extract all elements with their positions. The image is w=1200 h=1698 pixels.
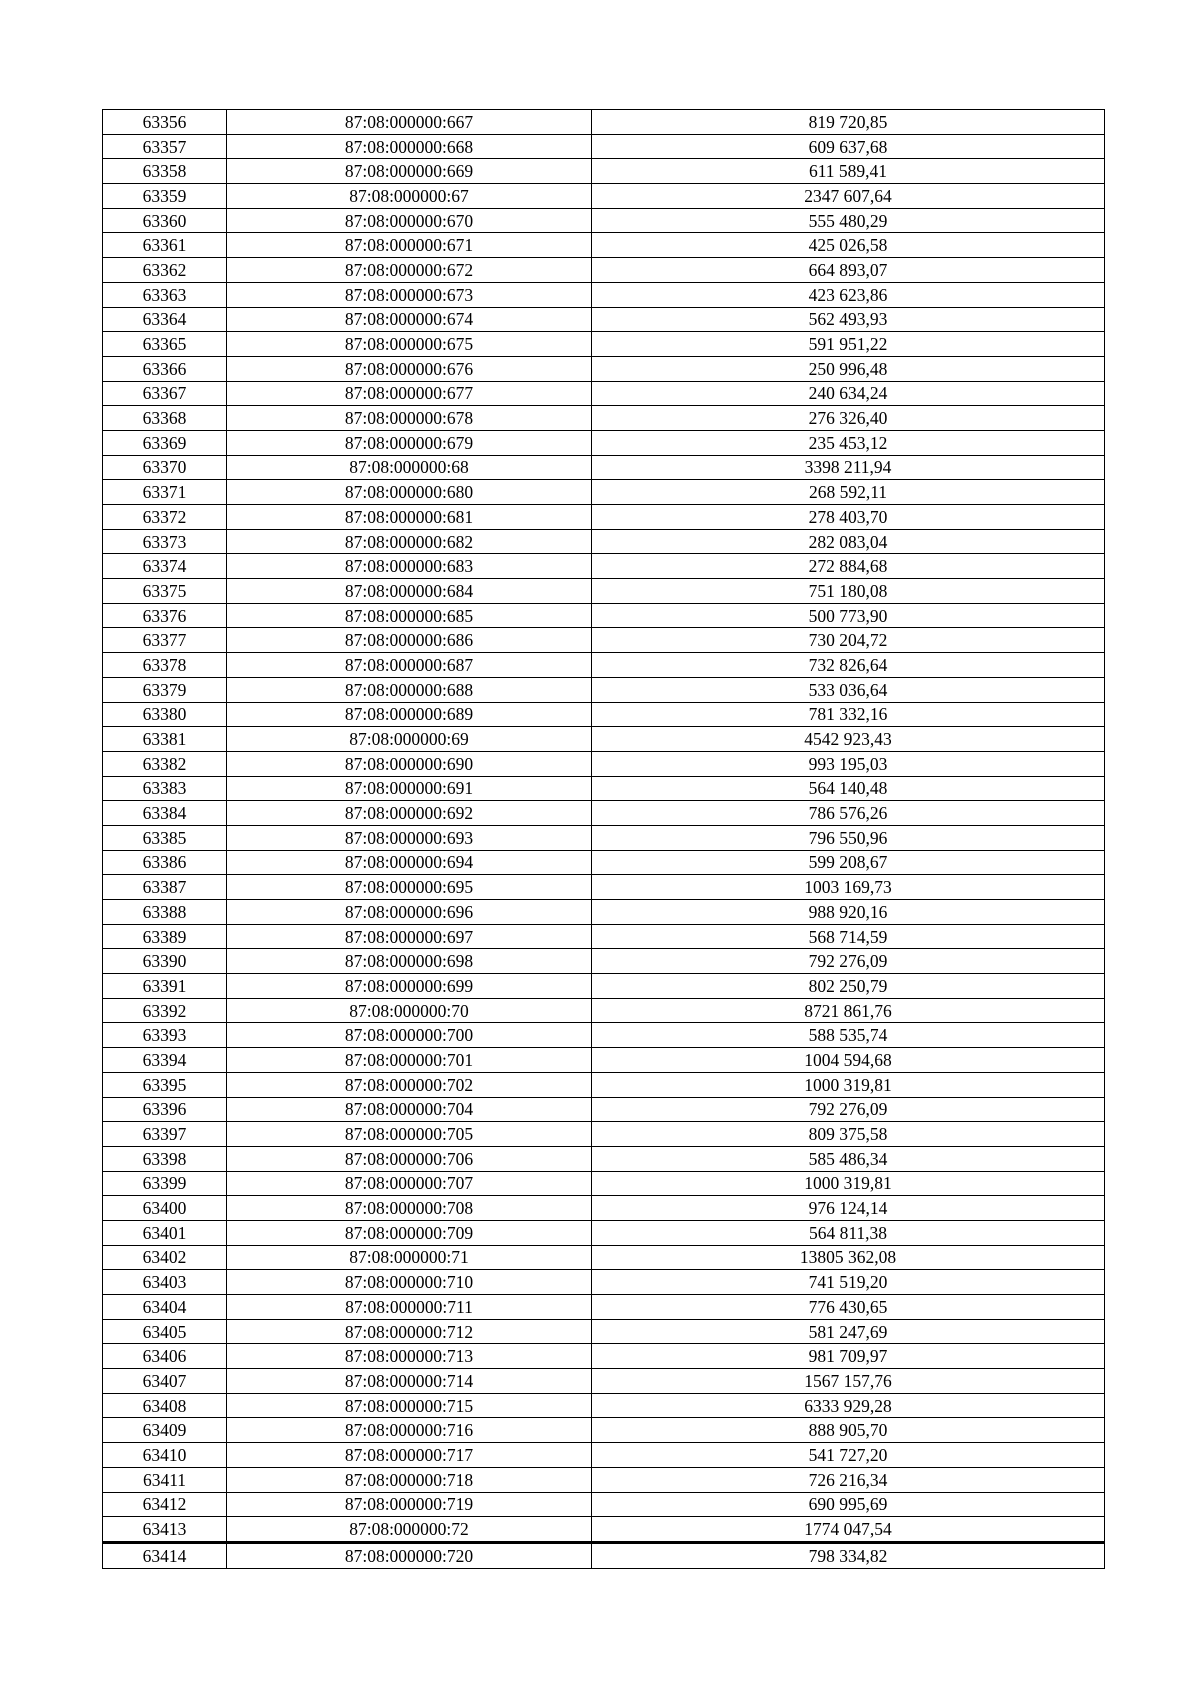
row-number-cell: 63385 <box>103 825 227 850</box>
table-row <box>103 1517 1105 1543</box>
table-row <box>103 233 1105 258</box>
table-row <box>103 677 1105 702</box>
row-number-cell: 63358 <box>103 159 227 184</box>
cadastral-number-cell: 87:08:000000:698 <box>227 949 592 974</box>
table-row <box>103 653 1105 678</box>
row-number-cell: 63395 <box>103 1072 227 1097</box>
cadastral-value-cell: 278 403,70 <box>592 505 1105 530</box>
cadastral-value-cell: 802 250,79 <box>592 974 1105 999</box>
row-number-cell: 63379 <box>103 677 227 702</box>
cadastral-value-cell: 1004 594,68 <box>592 1048 1105 1073</box>
cadastral-number-cell: 87:08:000000:696 <box>227 900 592 925</box>
cadastral-value-cell: 235 453,12 <box>592 430 1105 455</box>
cadastral-number-cell: 87:08:000000:693 <box>227 825 592 850</box>
cadastral-number-cell: 87:08:000000:685 <box>227 603 592 628</box>
cadastral-number-cell: 87:08:000000:714 <box>227 1369 592 1394</box>
table-row <box>103 924 1105 949</box>
cadastral-number-cell: 87:08:000000:672 <box>227 258 592 283</box>
cadastral-number-cell: 87:08:000000:679 <box>227 430 592 455</box>
cadastral-value-cell: 781 332,16 <box>592 702 1105 727</box>
row-number-cell: 63357 <box>103 134 227 159</box>
table-row <box>103 1196 1105 1221</box>
table-row <box>103 381 1105 406</box>
cadastral-number-cell: 87:08:000000:709 <box>227 1220 592 1245</box>
row-number-cell: 63356 <box>103 110 227 135</box>
cadastral-value-cell: 564 140,48 <box>592 776 1105 801</box>
cadastral-number-cell: 87:08:000000:702 <box>227 1072 592 1097</box>
table-row <box>103 282 1105 307</box>
cadastral-number-cell: 87:08:000000:676 <box>227 356 592 381</box>
row-number-cell: 63389 <box>103 924 227 949</box>
row-number-cell: 63384 <box>103 801 227 826</box>
row-number-cell: 63407 <box>103 1369 227 1394</box>
cadastral-number-cell: 87:08:000000:68 <box>227 455 592 480</box>
cadastral-number-cell: 87:08:000000:718 <box>227 1467 592 1492</box>
row-number-cell: 63406 <box>103 1344 227 1369</box>
cadastral-value-cell: 792 276,09 <box>592 1097 1105 1122</box>
cadastral-value-cell: 792 276,09 <box>592 949 1105 974</box>
cadastral-value-cell: 591 951,22 <box>592 332 1105 357</box>
cadastral-number-cell: 87:08:000000:72 <box>227 1517 592 1543</box>
cadastral-value-cell: 2347 607,64 <box>592 184 1105 209</box>
cadastral-value-cell: 564 811,38 <box>592 1220 1105 1245</box>
cadastral-value-cell: 272 884,68 <box>592 554 1105 579</box>
table-row <box>103 307 1105 332</box>
row-number-cell: 63392 <box>103 998 227 1023</box>
table-row <box>103 1023 1105 1048</box>
cadastral-number-cell: 87:08:000000:705 <box>227 1122 592 1147</box>
cadastral-value-cell: 13805 362,08 <box>592 1245 1105 1270</box>
table-row <box>103 579 1105 604</box>
table-row <box>103 603 1105 628</box>
cadastral-value-cell: 1774 047,54 <box>592 1517 1105 1543</box>
table-row <box>103 1270 1105 1295</box>
row-number-cell: 63377 <box>103 628 227 653</box>
cadastral-value-cell: 562 493,93 <box>592 307 1105 332</box>
cadastral-value-cell: 533 036,64 <box>592 677 1105 702</box>
row-number-cell: 63400 <box>103 1196 227 1221</box>
cadastral-value-cell: 423 623,86 <box>592 282 1105 307</box>
cadastral-value-cell: 282 083,04 <box>592 529 1105 554</box>
row-number-cell: 63380 <box>103 702 227 727</box>
table-row <box>103 184 1105 209</box>
row-number-cell: 63363 <box>103 282 227 307</box>
cadastral-value-cell: 1000 319,81 <box>592 1072 1105 1097</box>
cadastral-value-cell: 751 180,08 <box>592 579 1105 604</box>
cadastral-value-cell: 981 709,97 <box>592 1344 1105 1369</box>
cadastral-value-cell: 555 480,29 <box>592 208 1105 233</box>
cadastral-number-cell: 87:08:000000:70 <box>227 998 592 1023</box>
cadastral-number-cell: 87:08:000000:715 <box>227 1393 592 1418</box>
cadastral-value-cell: 988 920,16 <box>592 900 1105 925</box>
cadastral-number-cell: 87:08:000000:700 <box>227 1023 592 1048</box>
cadastral-value-cell: 786 576,26 <box>592 801 1105 826</box>
table-row <box>103 801 1105 826</box>
row-number-cell: 63382 <box>103 751 227 776</box>
row-number-cell: 63366 <box>103 356 227 381</box>
table-row <box>103 1245 1105 1270</box>
table-row <box>103 1146 1105 1171</box>
row-number-cell: 63364 <box>103 307 227 332</box>
cadastral-value-cell: 809 375,58 <box>592 1122 1105 1147</box>
table-row <box>103 1393 1105 1418</box>
table-row <box>103 1048 1105 1073</box>
cadastral-value-cell: 581 247,69 <box>592 1319 1105 1344</box>
table-row <box>103 1072 1105 1097</box>
cadastral-number-cell: 87:08:000000:712 <box>227 1319 592 1344</box>
cadastral-value-cell: 588 535,74 <box>592 1023 1105 1048</box>
cadastral-value-cell: 819 720,85 <box>592 110 1105 135</box>
row-number-cell: 63396 <box>103 1097 227 1122</box>
row-number-cell: 63369 <box>103 430 227 455</box>
cadastral-value-cell: 732 826,64 <box>592 653 1105 678</box>
cadastral-value-cell: 976 124,14 <box>592 1196 1105 1221</box>
cadastral-value-cell: 690 995,69 <box>592 1492 1105 1517</box>
table-row <box>103 998 1105 1023</box>
cadastral-number-cell: 87:08:000000:713 <box>227 1344 592 1369</box>
cadastral-value-cell: 250 996,48 <box>592 356 1105 381</box>
cadastral-value-cell: 730 204,72 <box>592 628 1105 653</box>
row-number-cell: 63403 <box>103 1270 227 1295</box>
table-row <box>103 1097 1105 1122</box>
cadastral-value-cell: 798 334,82 <box>592 1542 1105 1568</box>
row-number-cell: 63378 <box>103 653 227 678</box>
cadastral-number-cell: 87:08:000000:673 <box>227 282 592 307</box>
cadastral-value-table <box>102 109 1105 1569</box>
row-number-cell: 63405 <box>103 1319 227 1344</box>
table-row <box>103 875 1105 900</box>
row-number-cell: 63399 <box>103 1171 227 1196</box>
cadastral-number-cell: 87:08:000000:687 <box>227 653 592 678</box>
cadastral-number-cell: 87:08:000000:697 <box>227 924 592 949</box>
table-row <box>103 1418 1105 1443</box>
row-number-cell: 63381 <box>103 727 227 752</box>
table-row <box>103 258 1105 283</box>
row-number-cell: 63367 <box>103 381 227 406</box>
table-row <box>103 455 1105 480</box>
table-row <box>103 1220 1105 1245</box>
table-row <box>103 751 1105 776</box>
cadastral-value-cell: 741 519,20 <box>592 1270 1105 1295</box>
table-row <box>103 110 1105 135</box>
cadastral-number-cell: 87:08:000000:67 <box>227 184 592 209</box>
row-number-cell: 63376 <box>103 603 227 628</box>
row-number-cell: 63362 <box>103 258 227 283</box>
cadastral-number-cell: 87:08:000000:683 <box>227 554 592 579</box>
cadastral-value-cell: 888 905,70 <box>592 1418 1105 1443</box>
table-row <box>103 949 1105 974</box>
row-number-cell: 63361 <box>103 233 227 258</box>
row-number-cell: 63372 <box>103 505 227 530</box>
cadastral-value-cell: 1000 319,81 <box>592 1171 1105 1196</box>
table-row <box>103 900 1105 925</box>
cadastral-value-cell: 993 195,03 <box>592 751 1105 776</box>
row-number-cell: 63387 <box>103 875 227 900</box>
table-row <box>103 776 1105 801</box>
row-number-cell: 63404 <box>103 1295 227 1320</box>
row-number-cell: 63401 <box>103 1220 227 1245</box>
cadastral-number-cell: 87:08:000000:695 <box>227 875 592 900</box>
cadastral-value-cell: 726 216,34 <box>592 1467 1105 1492</box>
cadastral-value-cell: 1003 169,73 <box>592 875 1105 900</box>
row-number-cell: 63408 <box>103 1393 227 1418</box>
cadastral-number-cell: 87:08:000000:701 <box>227 1048 592 1073</box>
table-row <box>103 850 1105 875</box>
cadastral-number-cell: 87:08:000000:678 <box>227 406 592 431</box>
cadastral-number-cell: 87:08:000000:704 <box>227 1097 592 1122</box>
table-row <box>103 1344 1105 1369</box>
cadastral-number-cell: 87:08:000000:677 <box>227 381 592 406</box>
cadastral-value-cell: 276 326,40 <box>592 406 1105 431</box>
table-row <box>103 1467 1105 1492</box>
cadastral-number-cell: 87:08:000000:694 <box>227 850 592 875</box>
table-row <box>103 208 1105 233</box>
row-number-cell: 63374 <box>103 554 227 579</box>
row-number-cell: 63359 <box>103 184 227 209</box>
cadastral-value-cell: 240 634,24 <box>592 381 1105 406</box>
cadastral-number-cell: 87:08:000000:720 <box>227 1542 592 1568</box>
cadastral-number-cell: 87:08:000000:716 <box>227 1418 592 1443</box>
cadastral-number-cell: 87:08:000000:69 <box>227 727 592 752</box>
table-row <box>103 1171 1105 1196</box>
cadastral-number-cell: 87:08:000000:674 <box>227 307 592 332</box>
row-number-cell: 63393 <box>103 1023 227 1048</box>
cadastral-number-cell: 87:08:000000:667 <box>227 110 592 135</box>
cadastral-value-cell: 6333 929,28 <box>592 1393 1105 1418</box>
table-row <box>103 702 1105 727</box>
cadastral-number-cell: 87:08:000000:717 <box>227 1443 592 1468</box>
cadastral-number-cell: 87:08:000000:689 <box>227 702 592 727</box>
table-row <box>103 134 1105 159</box>
cadastral-number-cell: 87:08:000000:675 <box>227 332 592 357</box>
table-row <box>103 159 1105 184</box>
cadastral-value-cell: 599 208,67 <box>592 850 1105 875</box>
table-row <box>103 406 1105 431</box>
cadastral-value-cell: 4542 923,43 <box>592 727 1105 752</box>
cadastral-value-cell: 609 637,68 <box>592 134 1105 159</box>
cadastral-number-cell: 87:08:000000:708 <box>227 1196 592 1221</box>
row-number-cell: 63391 <box>103 974 227 999</box>
table-row <box>103 505 1105 530</box>
cadastral-number-cell: 87:08:000000:719 <box>227 1492 592 1517</box>
cadastral-number-cell: 87:08:000000:711 <box>227 1295 592 1320</box>
row-number-cell: 63411 <box>103 1467 227 1492</box>
table-row <box>103 480 1105 505</box>
cadastral-number-cell: 87:08:000000:680 <box>227 480 592 505</box>
cadastral-value-cell: 796 550,96 <box>592 825 1105 850</box>
table-row <box>103 825 1105 850</box>
table-row <box>103 1369 1105 1394</box>
cadastral-value-cell: 1567 157,76 <box>592 1369 1105 1394</box>
row-number-cell: 63402 <box>103 1245 227 1270</box>
cadastral-number-cell: 87:08:000000:684 <box>227 579 592 604</box>
row-number-cell: 63397 <box>103 1122 227 1147</box>
cadastral-number-cell: 87:08:000000:681 <box>227 505 592 530</box>
cadastral-number-cell: 87:08:000000:671 <box>227 233 592 258</box>
cadastral-value-cell: 568 714,59 <box>592 924 1105 949</box>
cadastral-value-cell: 585 486,34 <box>592 1146 1105 1171</box>
cadastral-value-cell: 664 893,07 <box>592 258 1105 283</box>
table-row <box>103 332 1105 357</box>
cadastral-value-cell: 8721 861,76 <box>592 998 1105 1023</box>
row-number-cell: 63370 <box>103 455 227 480</box>
cadastral-number-cell: 87:08:000000:710 <box>227 1270 592 1295</box>
cadastral-number-cell: 87:08:000000:688 <box>227 677 592 702</box>
cadastral-value-cell: 425 026,58 <box>592 233 1105 258</box>
row-number-cell: 63394 <box>103 1048 227 1073</box>
row-number-cell: 63375 <box>103 579 227 604</box>
row-number-cell: 63373 <box>103 529 227 554</box>
table-row <box>103 430 1105 455</box>
row-number-cell: 63360 <box>103 208 227 233</box>
cadastral-number-cell: 87:08:000000:699 <box>227 974 592 999</box>
cadastral-number-cell: 87:08:000000:682 <box>227 529 592 554</box>
cadastral-value-cell: 268 592,11 <box>592 480 1105 505</box>
cadastral-number-cell: 87:08:000000:669 <box>227 159 592 184</box>
row-number-cell: 63383 <box>103 776 227 801</box>
table-row <box>103 356 1105 381</box>
cadastral-value-cell: 3398 211,94 <box>592 455 1105 480</box>
cadastral-number-cell: 87:08:000000:707 <box>227 1171 592 1196</box>
row-number-cell: 63412 <box>103 1492 227 1517</box>
table-row <box>103 1443 1105 1468</box>
row-number-cell: 63398 <box>103 1146 227 1171</box>
row-number-cell: 63365 <box>103 332 227 357</box>
table-body <box>103 110 1105 1569</box>
cadastral-number-cell: 87:08:000000:706 <box>227 1146 592 1171</box>
table-row <box>103 529 1105 554</box>
table-row <box>103 1295 1105 1320</box>
row-number-cell: 63409 <box>103 1418 227 1443</box>
cadastral-number-cell: 87:08:000000:686 <box>227 628 592 653</box>
cadastral-number-cell: 87:08:000000:692 <box>227 801 592 826</box>
cadastral-value-cell: 776 430,65 <box>592 1295 1105 1320</box>
row-number-cell: 63386 <box>103 850 227 875</box>
row-number-cell: 63390 <box>103 949 227 974</box>
cadastral-value-cell: 611 589,41 <box>592 159 1105 184</box>
table-row <box>103 727 1105 752</box>
cadastral-number-cell: 87:08:000000:71 <box>227 1245 592 1270</box>
row-number-cell: 63413 <box>103 1517 227 1543</box>
cadastral-value-cell: 541 727,20 <box>592 1443 1105 1468</box>
row-number-cell: 63371 <box>103 480 227 505</box>
cadastral-number-cell: 87:08:000000:691 <box>227 776 592 801</box>
table-row <box>103 974 1105 999</box>
row-number-cell: 63388 <box>103 900 227 925</box>
table-row <box>103 1492 1105 1517</box>
cadastral-number-cell: 87:08:000000:690 <box>227 751 592 776</box>
cadastral-number-cell: 87:08:000000:668 <box>227 134 592 159</box>
row-number-cell: 63410 <box>103 1443 227 1468</box>
cadastral-number-cell: 87:08:000000:670 <box>227 208 592 233</box>
table-row <box>103 628 1105 653</box>
row-number-cell: 63414 <box>103 1542 227 1568</box>
table-row <box>103 1542 1105 1568</box>
table-row <box>103 1319 1105 1344</box>
cadastral-value-cell: 500 773,90 <box>592 603 1105 628</box>
row-number-cell: 63368 <box>103 406 227 431</box>
table-row <box>103 1122 1105 1147</box>
table-row <box>103 554 1105 579</box>
